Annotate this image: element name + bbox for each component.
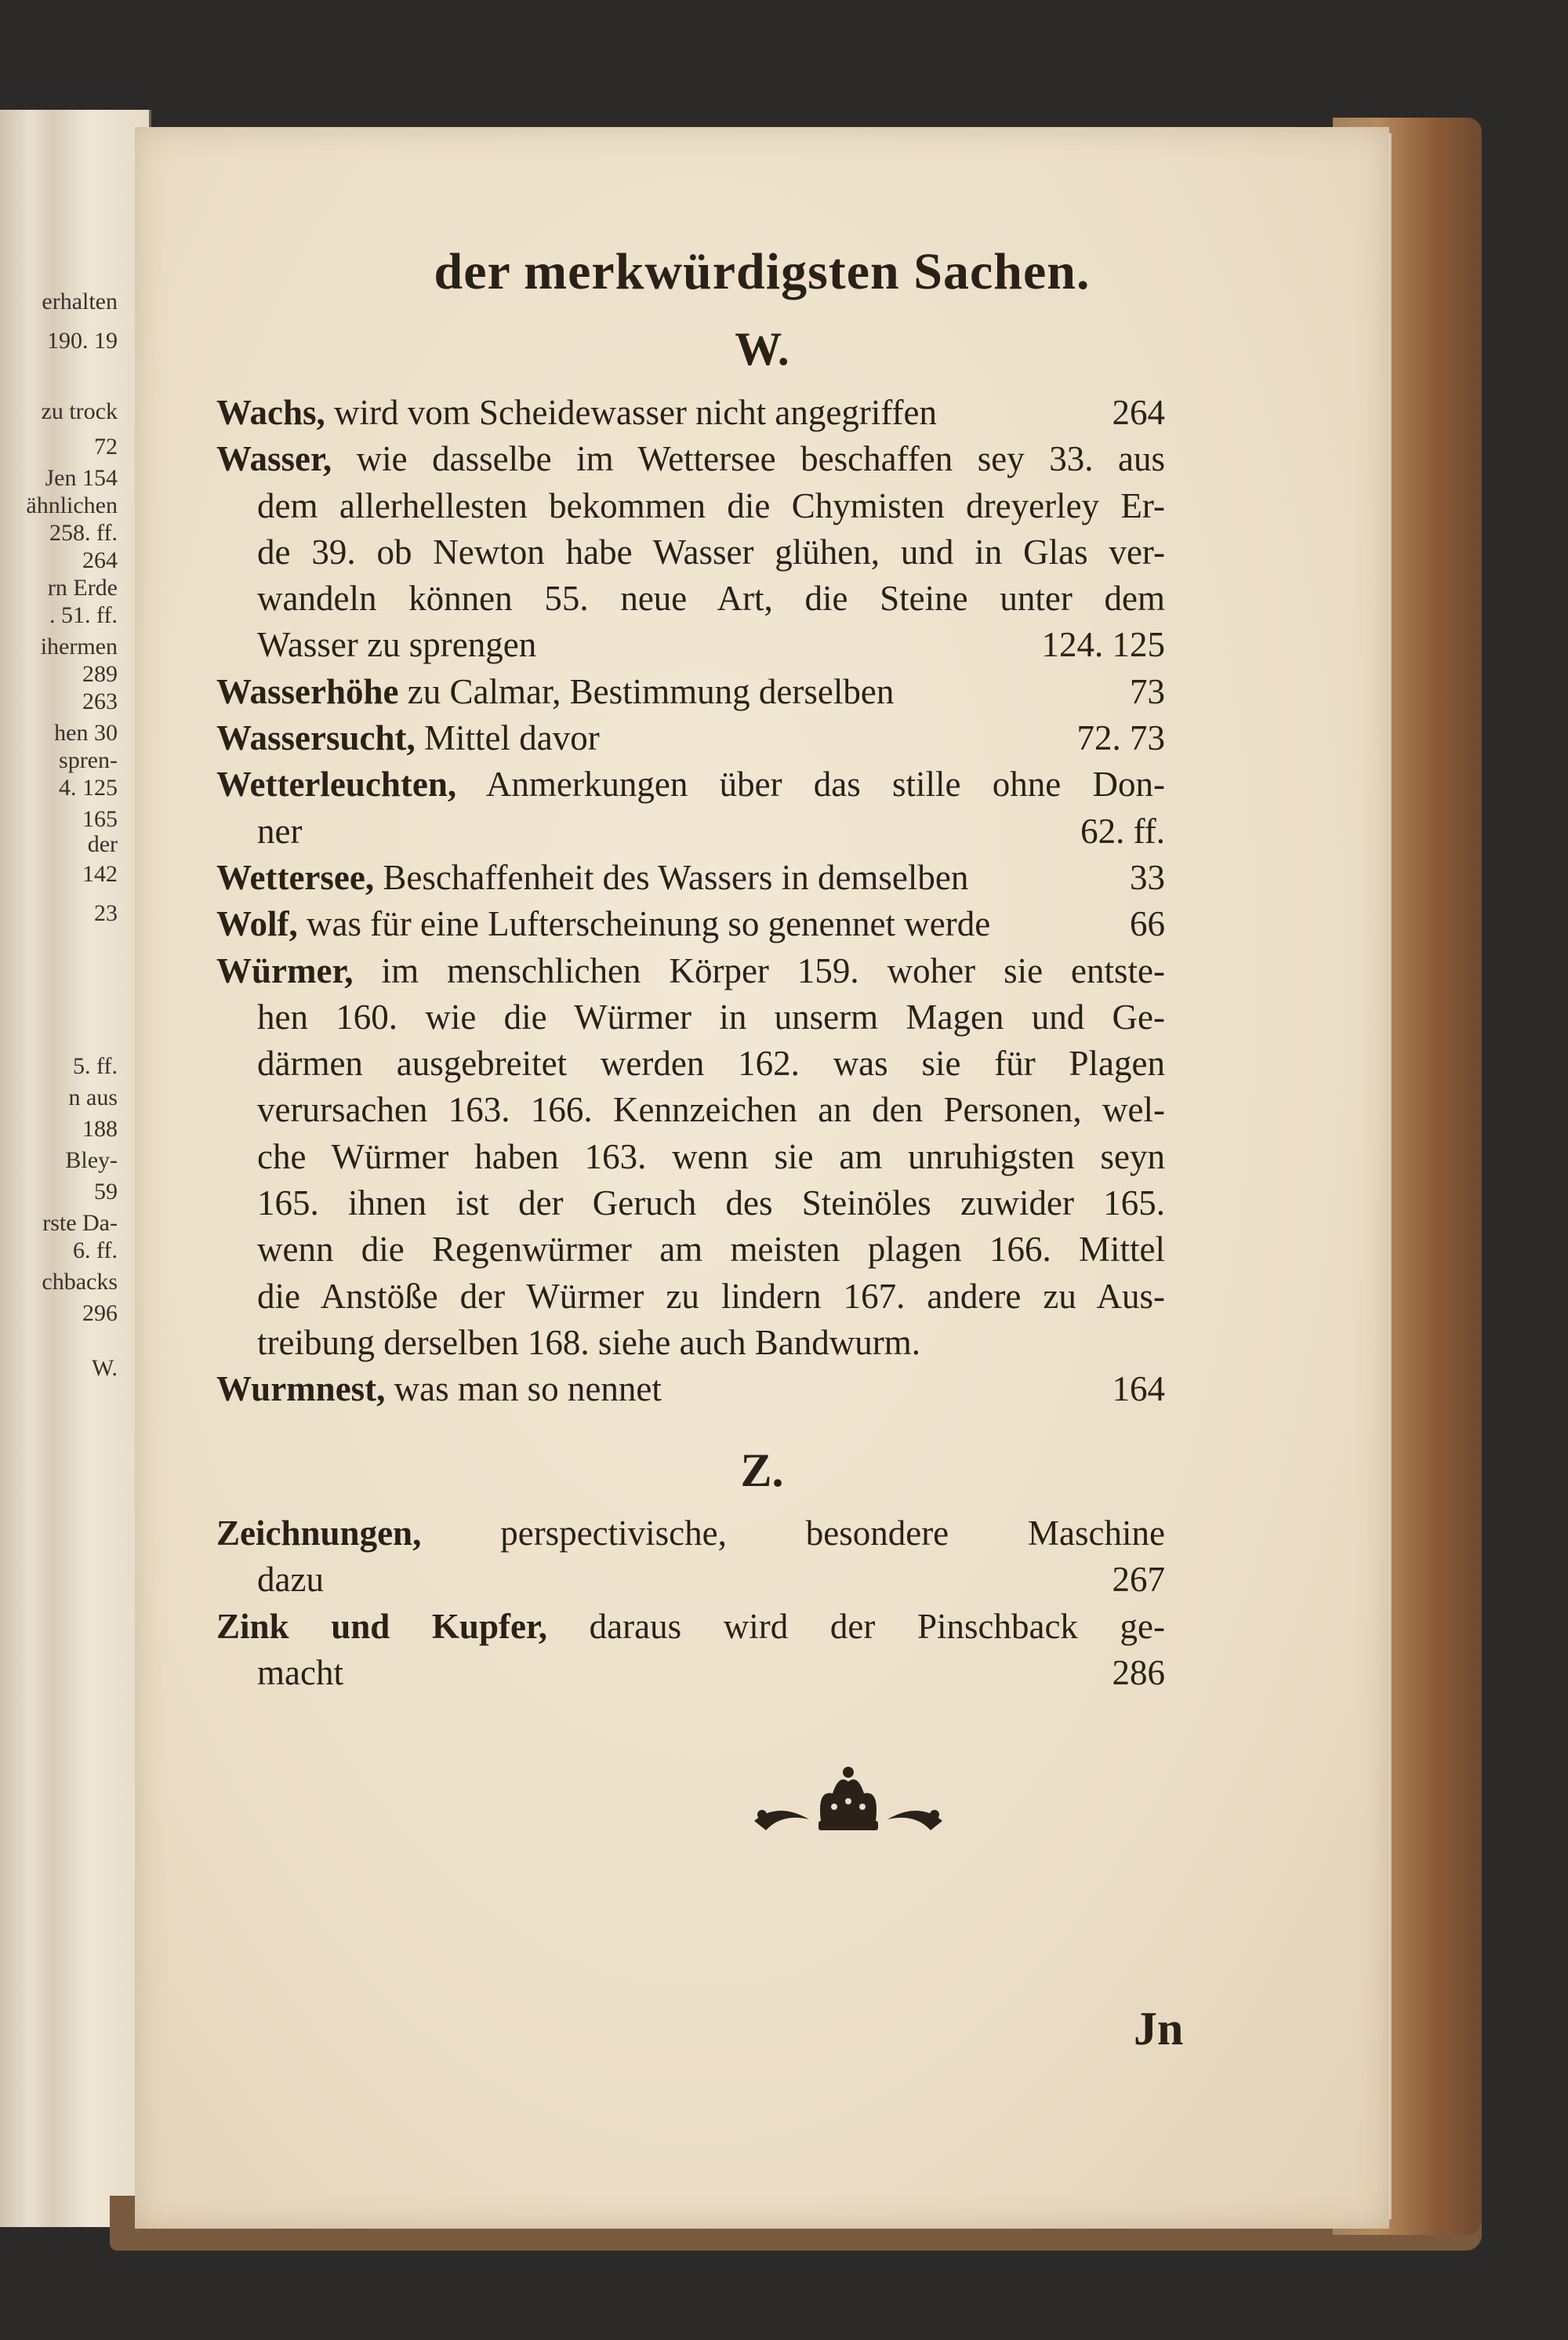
facing-left-page — [0, 110, 151, 2227]
left-page-fragment: 23 — [94, 900, 118, 926]
entry-line — [257, 808, 1165, 855]
entry-text: Wasser zu sprengen — [257, 625, 537, 665]
left-page-fragment: rn Erde — [47, 575, 118, 601]
left-page-fragment: zu trock — [41, 398, 118, 424]
entry-text: Beschaffenheit des Wassers in demselben — [383, 857, 969, 897]
index-entry — [216, 855, 1165, 901]
entry-text: ner — [257, 811, 303, 851]
running-head: der merkwürdigsten Sachen. — [434, 243, 1091, 300]
left-page-fragment: 190. 19 — [47, 328, 118, 354]
left-page-fragment: 264 — [82, 547, 118, 573]
index-entry — [216, 436, 1165, 482]
left-page-fragment: hen 30 — [54, 720, 118, 746]
entry-text: 165. ihnen ist der Geruch des Steinöles zuwider 165. — [257, 1183, 1165, 1223]
left-page-fragment: . 51. ff. — [49, 602, 118, 628]
entry-pages: 164 — [1112, 1369, 1165, 1409]
entry-pages: 66 — [1130, 904, 1165, 944]
left-page-fragment: Jen 154 — [45, 465, 118, 491]
left-page-fragment: 296 — [82, 1300, 118, 1326]
catchword: Jn — [1134, 2003, 1184, 2055]
entry-text: macht — [257, 1652, 343, 1692]
entry-lemma: Wurmnest, — [216, 1369, 386, 1409]
entry-text: dazu — [257, 1560, 324, 1600]
left-page-fragment: 5. ff. — [73, 1053, 118, 1079]
index-entry — [216, 390, 1165, 436]
entry-lemma: Zeichnungen, — [216, 1513, 422, 1553]
entry-lemma: Wasserhöhe — [216, 671, 399, 711]
entry-line — [257, 1650, 1165, 1696]
left-page-fragment: erhalten — [42, 289, 118, 314]
crown-ornament-icon — [746, 1758, 950, 1844]
left-page-fragment: rste Da- — [42, 1210, 118, 1236]
entry-lemma: Zink und Kupfer, — [216, 1606, 548, 1646]
index-entry — [216, 669, 1165, 715]
entry-text: wandeln können 55. neue Art, die Steine unter dem — [257, 579, 1165, 619]
entry-text: de 39. ob Newton habe Wasser glühen, und in Glas ver- — [257, 532, 1165, 572]
entry-text: hen 160. wie die Würmer in unserm Magen und Ge- — [257, 997, 1165, 1037]
left-page-fragment: 142 — [82, 861, 118, 887]
entry-text: die Anstöße der Würmer zu lindern 167. andere zu Aus- — [257, 1276, 1165, 1316]
index-entry — [216, 1604, 1165, 1650]
entry-text: wie dasselbe im Wettersee beschaffen sey 33. aus — [356, 439, 1165, 479]
entry-text: im menschlichen Körper 159. woher sie entste- — [381, 950, 1165, 990]
left-page-fragment: Bley- — [65, 1147, 118, 1173]
left-page-fragment: 59 — [94, 1179, 118, 1205]
entry-text: wenn die Regenwürmer am meisten plagen 166. Mittel — [257, 1230, 1165, 1270]
entry-text: verursachen 163. 166. Kennzeichen an den Personen, wel- — [257, 1090, 1165, 1130]
entry-lemma: Wassersucht, — [216, 718, 416, 758]
index-entry — [216, 715, 1165, 761]
entry-text: Mittel davor — [424, 718, 600, 758]
entry-lemma: Wachs, — [216, 393, 325, 432]
section-letter-w: W. — [735, 323, 789, 375]
entry-lemma: Wolf, — [216, 904, 298, 944]
entry-pages: 124. 125 — [1041, 625, 1165, 665]
left-page-fragment: 165 — [82, 806, 118, 832]
entry-line — [257, 1557, 1165, 1603]
left-page-fragment: 289 — [82, 661, 118, 687]
left-page-fragment: 188 — [82, 1116, 118, 1142]
entry-text: perspectivische, besondere Maschine — [500, 1513, 1165, 1553]
entry-pages: 73 — [1130, 671, 1165, 711]
entry-text: che Würmer haben 163. wenn sie am unruhigsten seyn — [257, 1136, 1165, 1176]
entry-pages: 33 — [1130, 857, 1165, 897]
entry-text: was man so nennet — [394, 1369, 662, 1409]
left-page-fragment: 258. ff. — [49, 520, 118, 546]
left-page-fragment: W. — [91, 1355, 118, 1381]
index-entry — [216, 761, 1165, 808]
left-page-fragment: 263 — [82, 689, 118, 714]
left-page-fragment: der — [87, 831, 118, 857]
entry-text: Anmerkungen über das stille ohne Don- — [485, 765, 1165, 805]
entry-pages: 264 — [1112, 393, 1165, 432]
entry-lemma: Wasser, — [216, 439, 332, 479]
entry-lemma: Wettersee, — [216, 857, 375, 897]
left-page-fragment: n aus — [68, 1085, 118, 1110]
index-section-z — [216, 1510, 1165, 1696]
index-entry — [216, 1510, 1165, 1557]
book-page — [135, 127, 1389, 2229]
entry-pages: 286 — [1112, 1652, 1165, 1692]
entry-pages: 267 — [1112, 1560, 1165, 1600]
left-page-fragment: 72 — [94, 434, 118, 460]
left-page-fragment: 4. 125 — [59, 775, 118, 801]
index-entry — [216, 948, 1165, 994]
entry-text: daraus wird der Pinschback ge- — [589, 1606, 1165, 1646]
left-page-fragment: ähnlichen — [26, 492, 118, 518]
left-page-fragment: spren- — [59, 747, 118, 773]
entry-text: was für eine Lufterscheinung so genennet werde — [307, 904, 991, 944]
entry-lemma: Würmer, — [216, 950, 354, 990]
left-page-fragment: 6. ff. — [73, 1237, 118, 1263]
entry-text: wird vom Scheidewasser nicht angegriffen — [334, 393, 937, 432]
entry-pages: 72. 73 — [1076, 718, 1165, 758]
entry-pages: 62. ff. — [1080, 811, 1165, 851]
entry-text: därmen ausgebreitet werden 162. was sie für Plagen — [257, 1044, 1165, 1084]
entry-text: dem allerhellesten bekommen die Chymisten dreyerley Er- — [257, 485, 1165, 525]
index-entry — [216, 1366, 1165, 1412]
left-page-fragment: ihermen — [40, 634, 118, 659]
index-section-w — [216, 390, 1165, 1413]
entry-lemma: Wetterleuchten, — [216, 765, 457, 805]
section-letter-z: Z. — [740, 1444, 784, 1496]
entry-line — [257, 622, 1165, 668]
left-page-fragment: chbacks — [42, 1269, 118, 1295]
index-entry — [216, 901, 1165, 947]
entry-text: zu Calmar, Bestimmung derselben — [407, 671, 895, 711]
entry-text: treibung derselben 168. siehe auch Bandwurm. — [257, 1322, 921, 1362]
